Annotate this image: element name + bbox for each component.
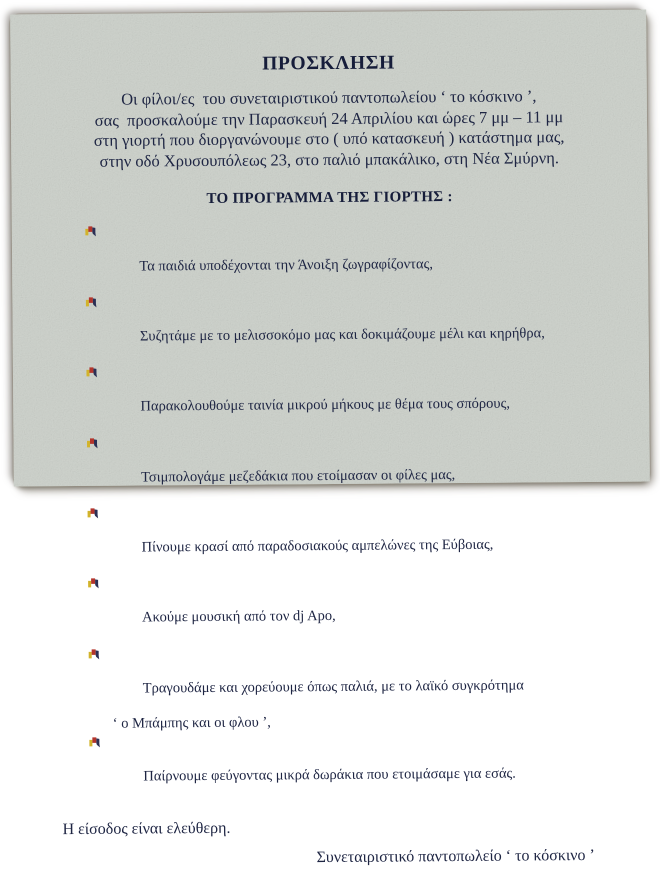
signature: Συνεταιριστικό παντοπωλείο ‘ το κόσκινο ’: [316, 846, 595, 867]
program-item-text: Συζητάμε με το μελισσοκόμο μας και δοκιμάζουμε μέλι και κηρήθρα,: [139, 325, 545, 345]
intro-line: σας προσκαλούμε την Παρασκευή 24 Απριλίου και ώρες 7 μμ – 11 μμ: [94, 106, 564, 130]
program-item-text: Τσιμπολογάμε μεζεδάκια που ετοίμασαν οι φίλες μας,: [140, 466, 456, 486]
program-item-continuation: ‘ ο Μπάμπης και οι φλου ’,: [112, 714, 271, 732]
invitation-card: [10, 10, 650, 867]
program-item-text: Παρακολουθούμε ταινία μικρού μήκους με θέμα τους σπόρους,: [140, 395, 510, 415]
multicolor-tack-bullet-icon: [88, 648, 99, 660]
multicolor-tack-bullet-icon: [87, 508, 98, 520]
program-item: [87, 501, 611, 575]
multicolor-tack-bullet-icon: [88, 578, 99, 590]
multicolor-tack-bullet-icon: [89, 736, 100, 748]
program-item: [86, 360, 610, 434]
program-item: [86, 430, 610, 504]
program-item-text: Ακούμε μουσική από τον dj Apo,: [142, 608, 336, 626]
program-item-text: Πίνουμε κρασί από παραδοσιακούς αμπελώνες της Εύβοιας,: [141, 536, 494, 556]
multicolor-tack-bullet-icon: [85, 297, 96, 309]
program-item: [85, 219, 609, 293]
program-item: [88, 641, 612, 715]
intro-line: Οι φίλοι/ες του συνεταιριστικού παντοπωλείου ‘ το κόσκινο ’,: [121, 86, 537, 109]
program-item-text: Τραγουδάμε και χορεύουμε όπως παλιά, με το λαϊκό συγκρότημα: [142, 677, 524, 697]
program-item-text: Τα παιδιά υποδέχονται την Άνοιξη ζωγραφίζοντας,: [139, 255, 434, 275]
program-heading: ΤΟ ΠΡΟΓΡΑΜΜΑ ΤΗΣ ΓΙΟΡΤΗΣ :: [206, 189, 453, 208]
invitation-title: ΠΡΟΣΚΛΗΣΗ: [262, 52, 395, 75]
program-item: [88, 571, 612, 645]
intro-line: στη γιορτή που διοργανώνουμε στο ( υπό κατασκευή ) κατάστημα μας,: [93, 127, 565, 151]
free-entry-note: Η είσοδος είναι ελεύθερη.: [62, 819, 231, 839]
program-item: [89, 729, 613, 803]
program-item: [85, 290, 609, 364]
invitation-content: [10, 10, 650, 867]
intro-line: στην οδό Χρυσουπόλεως 23, στο παλιό μπακάλικο, στη Νέα Σμύρνη.: [99, 147, 560, 171]
program-list: [85, 219, 613, 804]
multicolor-tack-bullet-icon: [86, 367, 97, 379]
multicolor-tack-bullet-icon: [86, 437, 97, 449]
intro-paragraph: [11, 86, 648, 173]
program-item-text: Παίρνουμε φεύγοντας μικρά δωράκια που ετοιμάσαμε για εσάς.: [143, 765, 516, 785]
multicolor-tack-bullet-icon: [85, 226, 96, 238]
